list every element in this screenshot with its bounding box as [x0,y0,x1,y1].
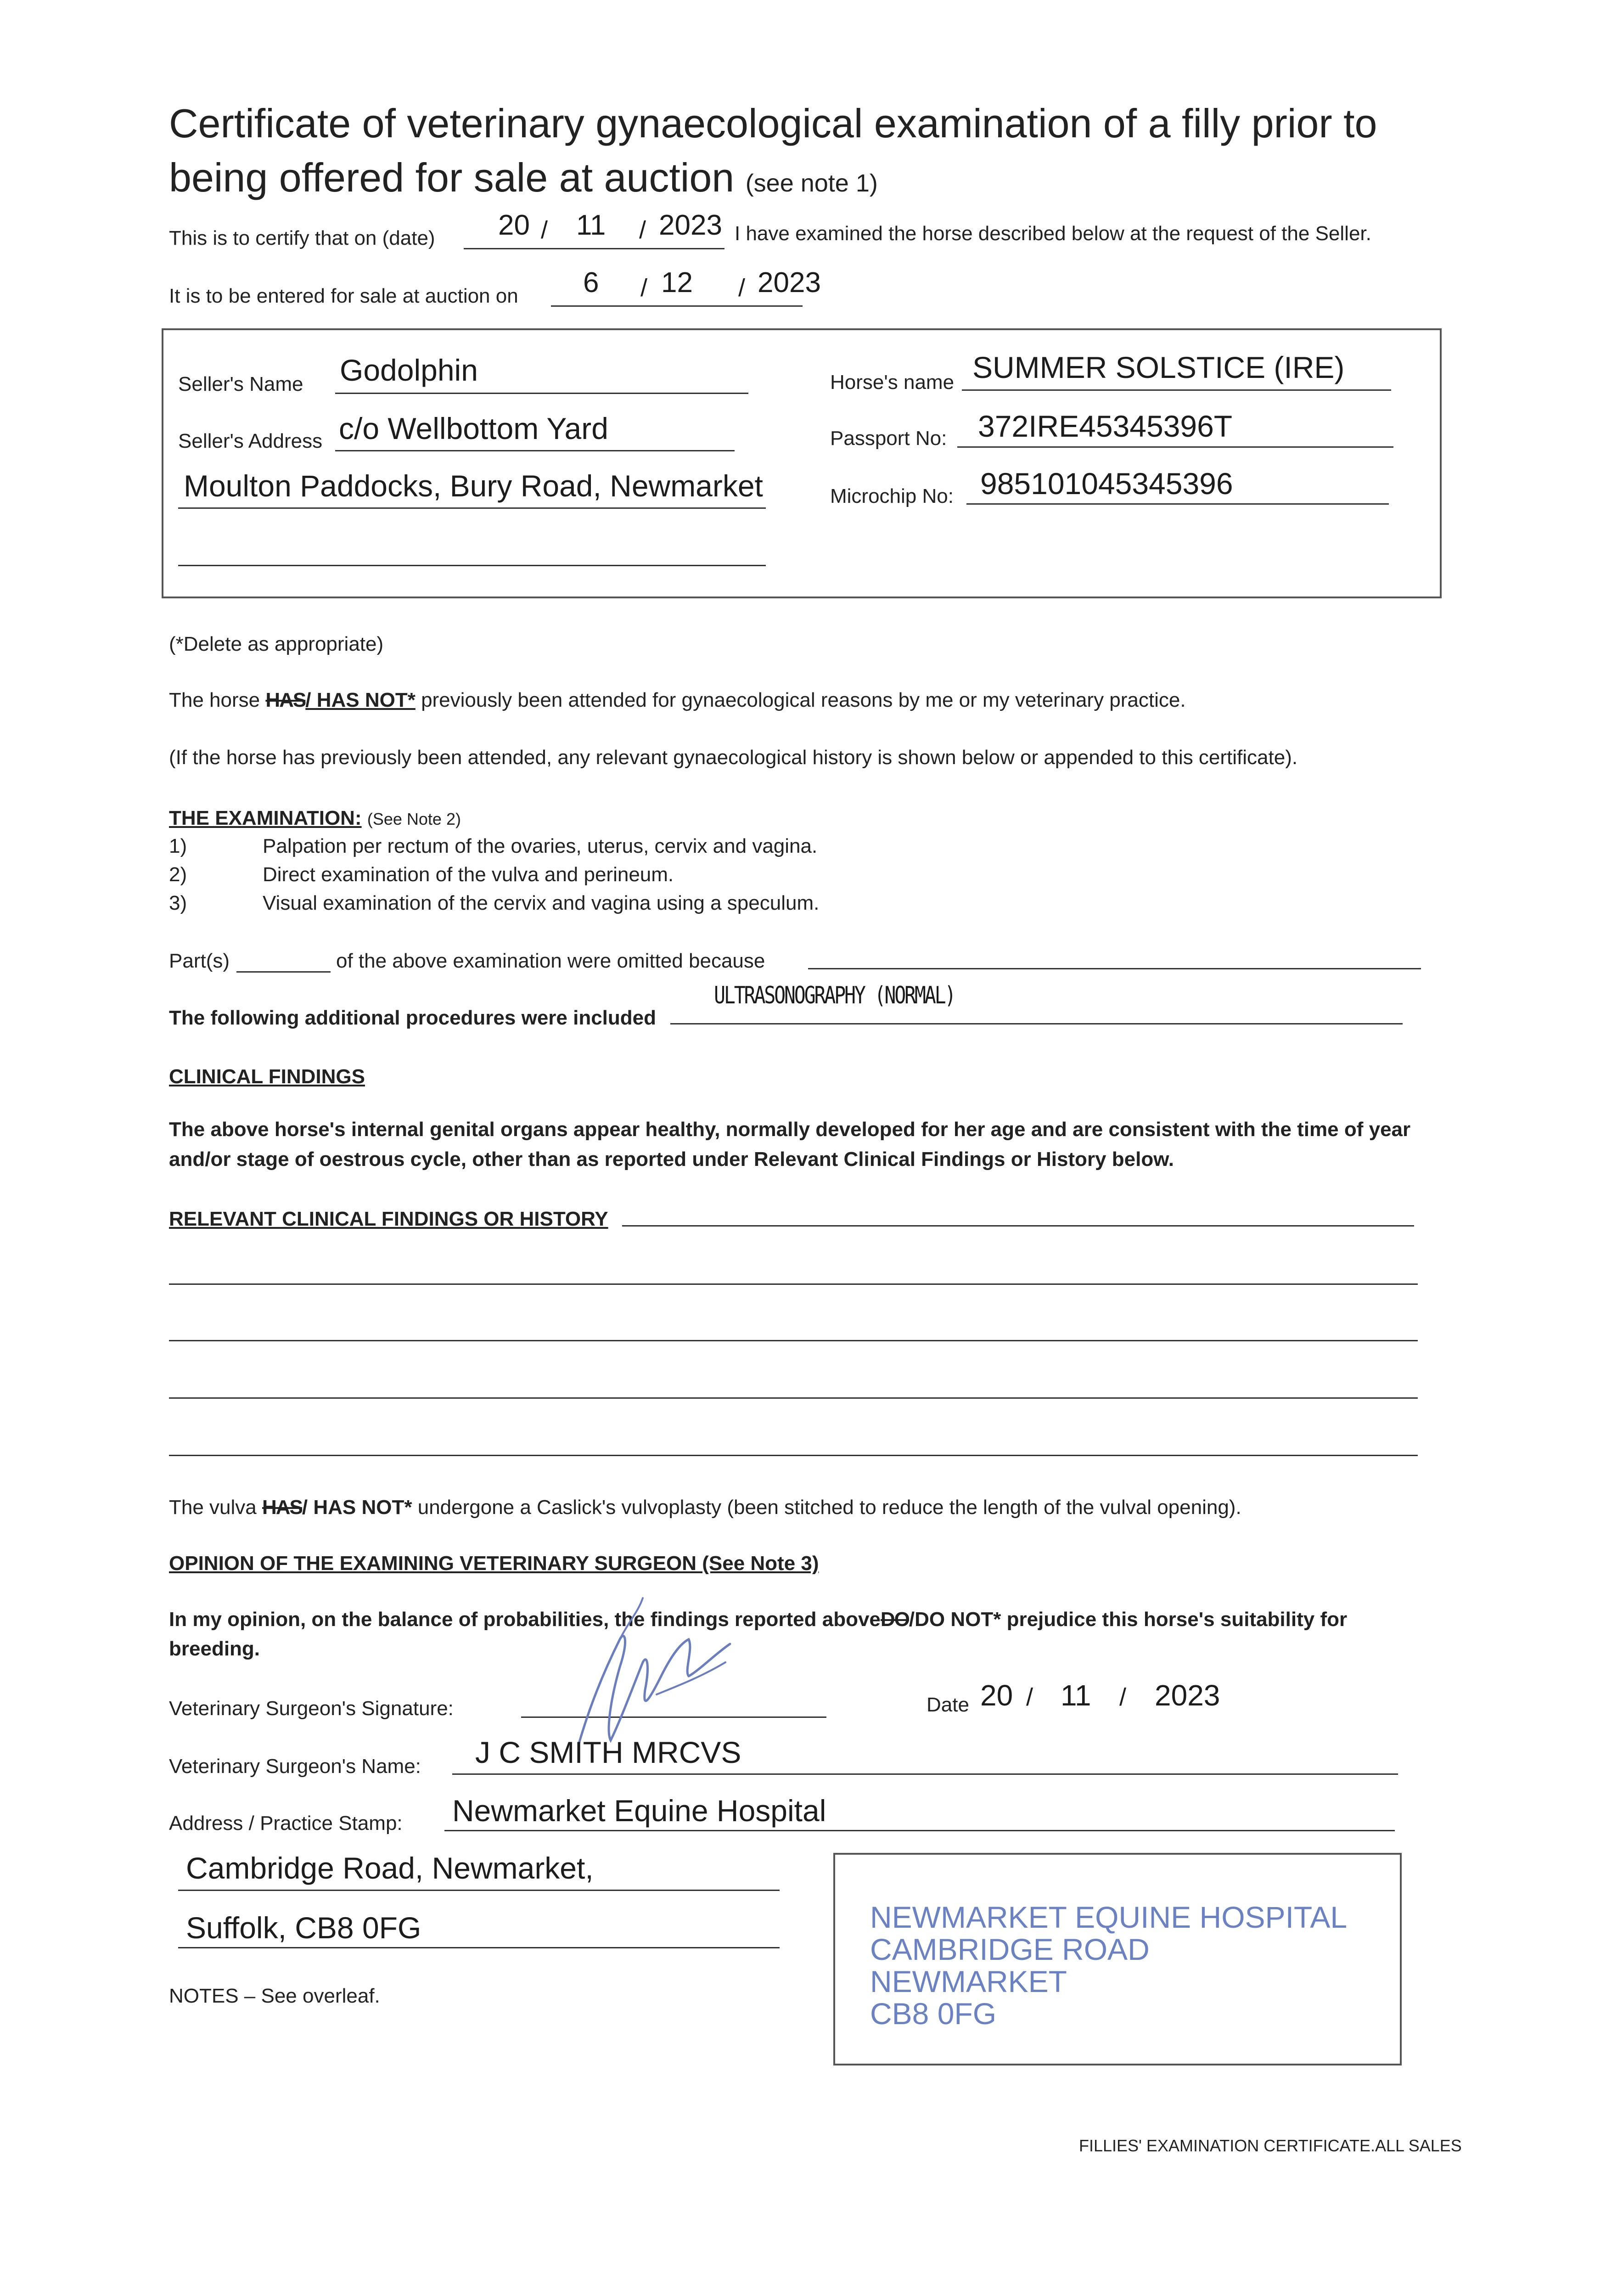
additional-value: ULTRASONOGRAPHY (NORMAL) [714,982,955,1009]
exam-item-num: 3) [169,892,187,914]
certify-year: 2023 [659,209,722,241]
surgeon-name: J C SMITH MRCVS [475,1735,741,1769]
certify-sep-1: / [541,216,548,244]
vulva-struck: HAS [262,1496,302,1519]
stamp-line-1: NEWMARKET EQUINE HOSPITAL [870,1900,1348,1934]
attended-selected: / HAS NOT* [305,689,416,711]
auction-month: 12 [661,267,693,298]
passport-label: Passport No: [830,427,947,450]
auction-sep-1: / [640,274,648,302]
stamp-line-4: CB8 0FG [870,1997,997,2031]
signature-date-sep-2: / [1119,1683,1127,1711]
opinion-line-2: breeding. [169,1638,260,1660]
title-line-2-text: being offered for sale at auction [169,155,735,200]
signature-date-month: 11 [1061,1679,1091,1712]
exam-item-text: Direct examination of the vulva and perineum. [263,863,674,886]
clinical-line-2: and/or stage of oestrous cycle, other than as reported under Relevant Clinical Findings or History below. [169,1148,1174,1171]
clinical-heading: CLINICAL FINDINGS [169,1065,365,1088]
clinical-line-1: The above horse's internal genital organs appear healthy, normally developed for her age and are consistent with the time of year [169,1118,1411,1141]
seller-address-1: c/o Wellbottom Yard [339,411,608,445]
vulva-prefix: The vulva [169,1496,257,1519]
passport-number: 372IRE45345396T [978,409,1233,443]
opinion-heading: OPINION OF THE EXAMINING VETERINARY SURGEON (See Note 3) [169,1552,819,1575]
opinion-line-1b: /DO NOT* prejudice this horse's suitability for [909,1608,1348,1631]
notes-text: NOTES – See overleaf. [169,1985,380,2007]
seller-name-label: Seller's Name [178,373,303,395]
attended-prefix: The horse [169,689,260,711]
certify-prefix: This is to certify that on (date) [169,227,435,249]
stamp-line-3: NEWMARKET [870,1964,1067,1998]
microchip-number: 985101045345396 [980,467,1233,501]
signature-date-year: 2023 [1155,1679,1220,1712]
footer-text: FILLIES' EXAMINATION CERTIFICATE.ALL SALES [1079,2136,1462,2155]
stamp-line-2: CAMBRIDGE ROAD [870,1932,1150,1966]
auction-year: 2023 [758,267,821,298]
signature-label: Veterinary Surgeon's Signature: [169,1697,454,1720]
practice-label: Address / Practice Stamp: [169,1812,403,1835]
additional-label: The following additional procedures were included [169,1007,657,1029]
certify-month: 11 [576,209,606,241]
examination-heading: THE EXAMINATION: [169,807,362,829]
auction-sep-2: / [738,274,746,302]
practice-line-1: Newmarket Equine Hospital [452,1794,826,1828]
stamp-text [870,1901,1347,2030]
auction-prefix: It is to be entered for sale at auction on [169,285,518,307]
page-title [169,96,1377,210]
omitted-middle: of the above examination were omitted because [336,950,765,972]
horse-name-label: Horse's name [830,371,955,394]
seller-address-label: Seller's Address [178,430,323,452]
opinion-line-1a: In my opinion, on the balance of probabilities, the findings reported above [169,1608,881,1631]
surgeon-name-label: Veterinary Surgeon's Name: [169,1755,421,1778]
delete-note: (*Delete as appropriate) [169,633,384,655]
microchip-label: Microchip No: [830,485,954,507]
vulva-line [169,1496,1241,1519]
exam-item-num: 2) [169,863,187,886]
seller-name: Godolphin [340,353,478,387]
omitted-parts-label: Part(s) [169,950,230,972]
vulva-suffix: undergone a Caslick's vulvoplasty (been stitched to reduce the length of the vulval opening). [417,1496,1241,1519]
practice-line-2: Cambridge Road, Newmarket, [186,1851,594,1885]
signature-date-sep-1: / [1026,1683,1033,1711]
opinion-line-1 [169,1608,1347,1631]
history-note: (If the horse has previously been attended, any relevant gynaecological history is shown below or appended to this certificate). [169,746,1298,769]
seller-address-2: Moulton Paddocks, Bury Road, Newmarket [184,469,763,503]
exam-item-text: Palpation per rectum of the ovaries, uterus, cervix and vagina. [263,835,818,857]
title-line-2 [169,151,1377,210]
certify-sep-2: / [639,216,646,244]
attended-struck: HAS [265,689,306,711]
opinion-struck: DO [880,1608,909,1631]
exam-item-num: 1) [169,835,187,857]
attended-line [169,689,1186,712]
title-line-1: Certificate of veterinary gynaecological examination of a filly prior to [169,101,1377,146]
vulva-selected: / HAS NOT* [302,1496,412,1519]
title-note: (see note 1) [745,169,878,197]
certify-day: 20 [498,209,530,241]
horse-name: SUMMER SOLSTICE (IRE) [972,350,1345,384]
attended-suffix: previously been attended for gynaecological reasons by me or my veterinary practice. [421,689,1186,711]
certify-suffix: I have examined the horse described below at the request of the Seller. [735,222,1371,245]
exam-item-text: Visual examination of the cervix and vagina using a speculum. [263,892,820,914]
examination-heading-row [169,807,461,830]
signature-date-label: Date [927,1694,969,1716]
practice-line-3: Suffolk, CB8 0FG [186,1911,421,1945]
relevant-heading: RELEVANT CLINICAL FINDINGS OR HISTORY [169,1208,608,1230]
signature-date-day: 20 [980,1679,1013,1712]
examination-heading-note: (See Note 2) [367,810,461,828]
auction-day: 6 [583,267,599,298]
